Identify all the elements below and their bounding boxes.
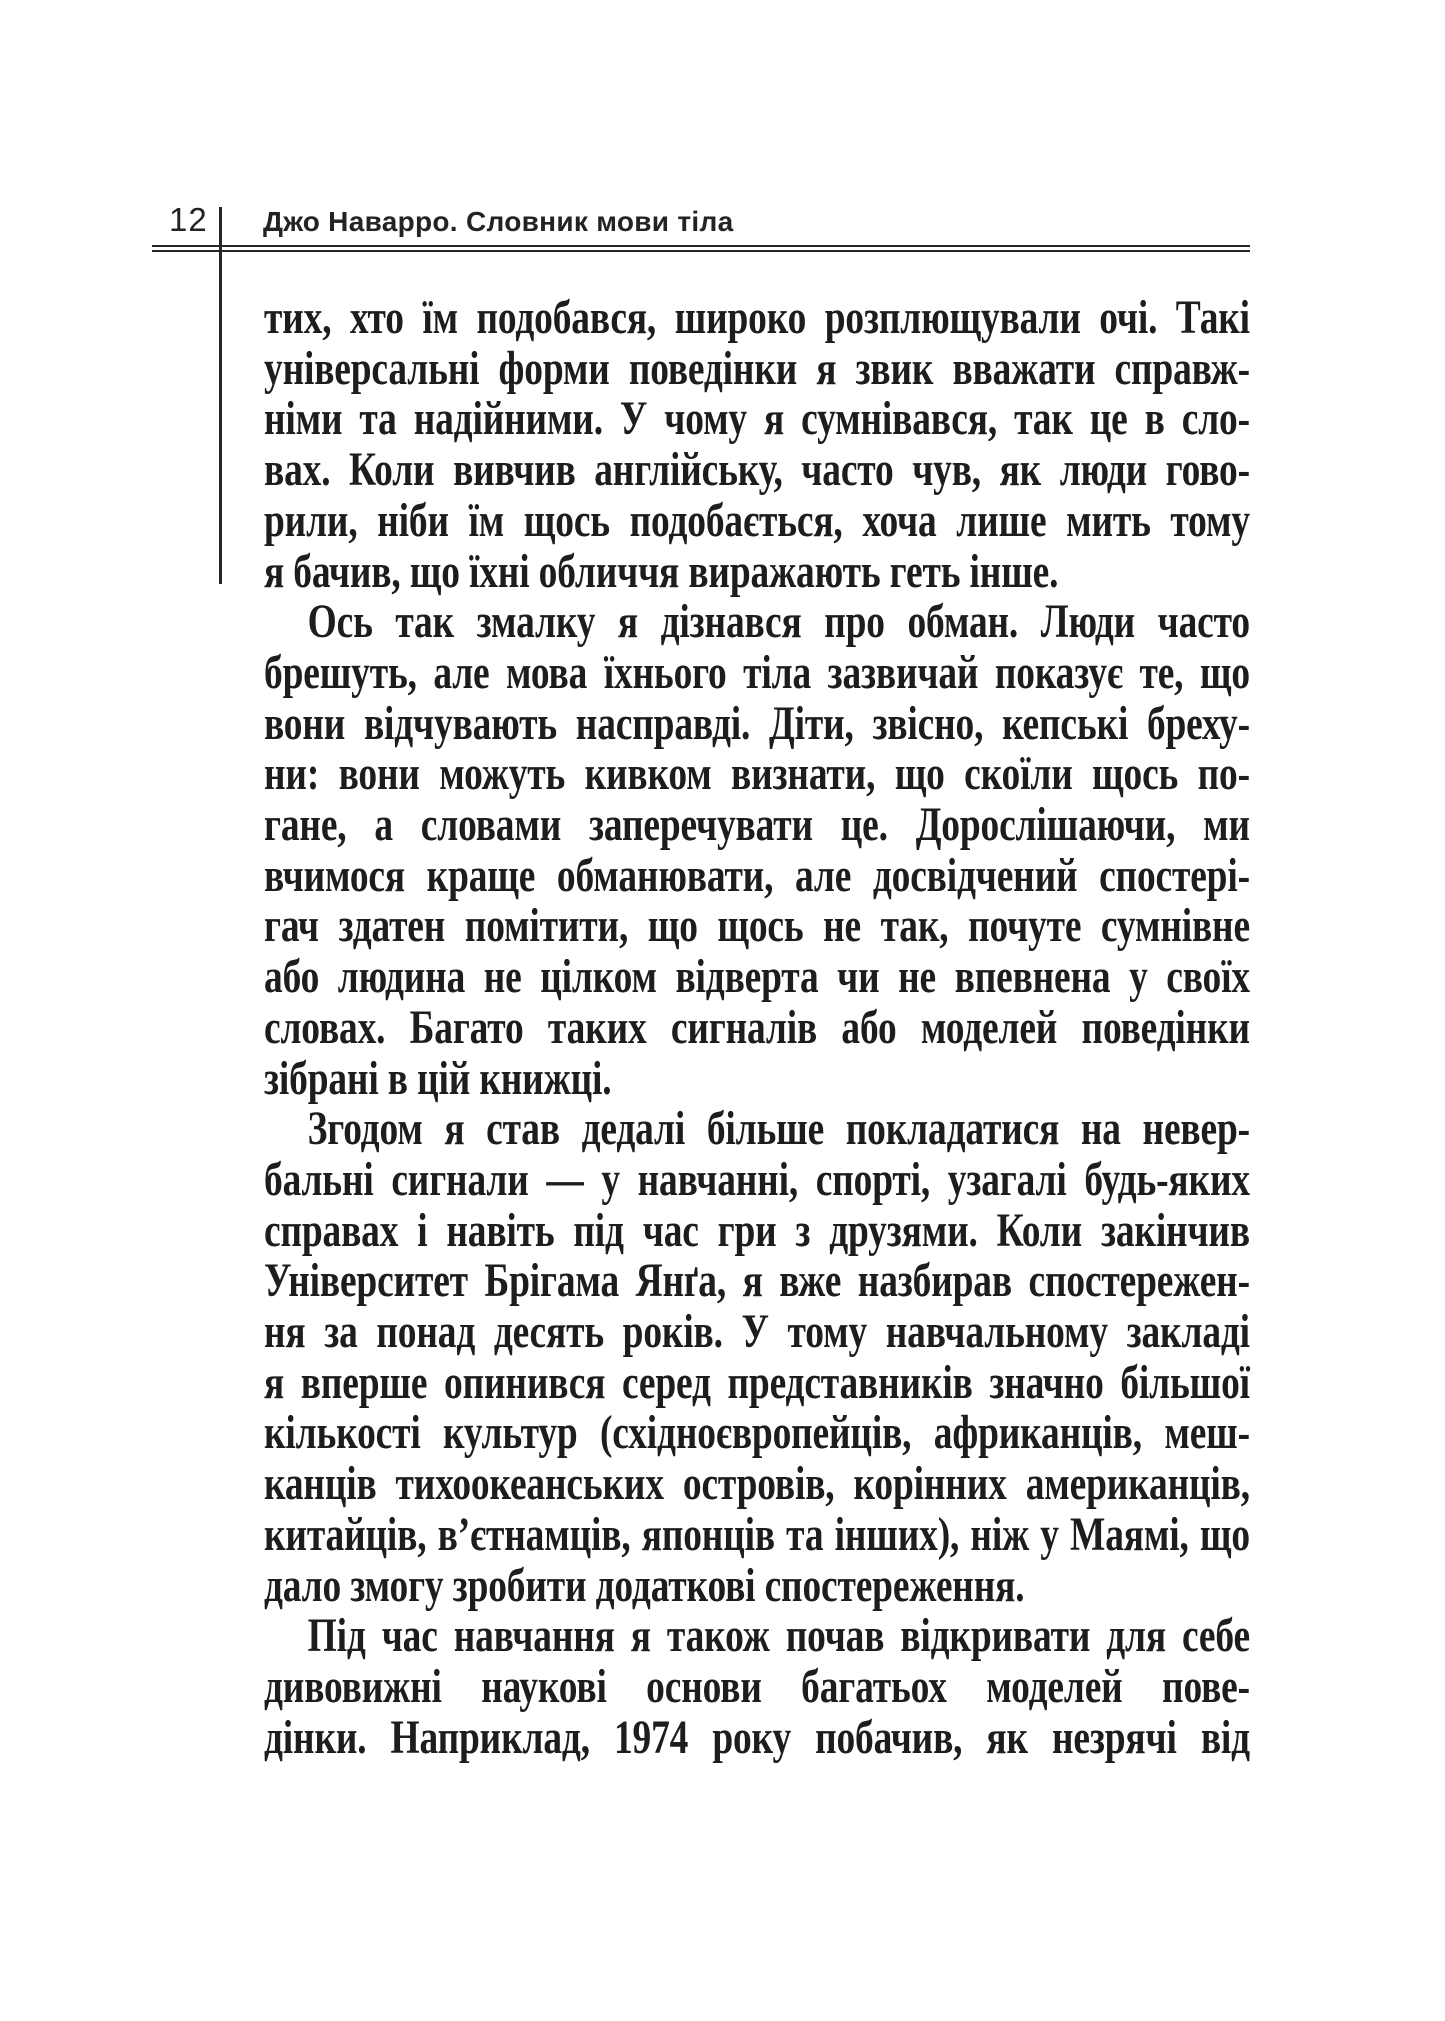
text-line: бальні сигнали — у навчанні, спорті, узагалі будь-яких (264, 1152, 1250, 1206)
running-title: Джо Наварро. Словник мови тіла (263, 206, 734, 237)
text-line: ни: вони можуть кивком визнати, що скоїли щось по- (264, 747, 1250, 801)
text-line: дало змогу зробити додаткові спостереження. (264, 1558, 1025, 1612)
paragraph (264, 1611, 1445, 1763)
page-number: 12 (169, 201, 208, 238)
text-line: брешуть, але мова їхнього тіла зазвичай показує те, що (264, 645, 1250, 699)
paragraph (264, 293, 1445, 597)
text-line: німи та надійними. У чому я сумнівався, так це в сло- (264, 392, 1250, 446)
text-line: дивовижні наукові основи багатьох моделей пове- (264, 1659, 1250, 1713)
text-line: справах і навіть під час гри з друзями. Коли закінчив (264, 1203, 1250, 1257)
text-line: гач здатен помітити, що щось не так, почуте сумнівне (264, 899, 1250, 953)
text-line: Згодом я став дедалі більше покладатися на невер- (307, 1102, 1250, 1156)
text-line: дінки. Наприклад, 1974 року побачив, як незрячі від (264, 1710, 1250, 1764)
text-line: Ось так змалку я дізнався про обман. Люди часто (307, 595, 1250, 649)
text-line: кількості культур (східноєвропейців, африканців, меш- (264, 1406, 1250, 1460)
text-line: китайців, в’єтнамців, японців та інших), ніж у Маямі, що (264, 1507, 1250, 1561)
text-line: зібрані в цій книжці. (264, 1051, 612, 1105)
text-line: вах. Коли вивчив англійську, часто чув, як люди гово- (264, 443, 1250, 497)
paragraph (264, 597, 1445, 1104)
text-line: Під час навчання я також почав відкривати для себе (307, 1609, 1250, 1663)
text-line: гане, а словами заперечувати це. Дорослішаючи, ми (264, 798, 1250, 852)
text-line: я бачив, що їхні обличчя виражають геть інше. (264, 544, 1059, 598)
page-body-text (264, 293, 1445, 1763)
text-line: я вперше опинився серед представників значно більшої (264, 1355, 1250, 1409)
header-vertical-rule (219, 207, 222, 584)
text-line: рили, ніби їм щось подобається, хоча лише мить тому (264, 493, 1250, 547)
text-line: ня за понад десять років. У тому навчальному закладі (264, 1305, 1250, 1359)
text-line: Університет Брігама Янґа, я вже назбирав спостережен- (264, 1254, 1250, 1308)
text-line: тих, хто їм подобався, широко розплющували очі. Такі (264, 291, 1250, 344)
paragraph (264, 1104, 1445, 1611)
text-line: або людина не цілком відверта чи не впевнена у своїх (264, 950, 1250, 1004)
text-line: універсальні форми поведінки я звик вважати справж- (264, 341, 1250, 395)
text-line: вчимося краще обманювати, але досвідчений спостері- (264, 848, 1250, 902)
text-line: вони відчувають насправді. Діти, звісно, кепські бреху- (264, 696, 1250, 750)
text-line: словах. Багато таких сигналів або моделей поведінки (264, 1000, 1250, 1054)
header-horizontal-rule (152, 245, 1250, 252)
text-line: канців тихоокеанських островів, корінних американців, (264, 1457, 1250, 1511)
